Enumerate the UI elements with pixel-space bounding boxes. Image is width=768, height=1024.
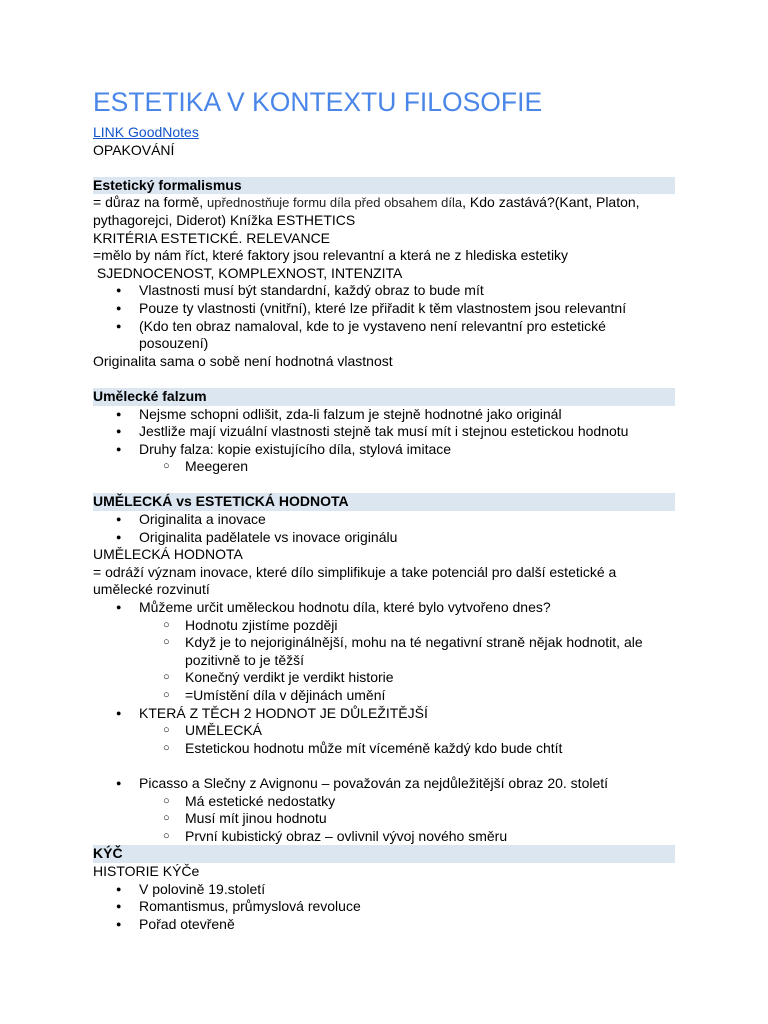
list-item: ● Vlastnosti musí být standardní, každý obraz to bude mít [93, 282, 675, 300]
text-run: , Kdo zastává?(Kant, Platon, pythagorejci, Diderot) Knížka ESTHETICS [93, 194, 640, 228]
section-heading-formalismus: Estetický formalismus [93, 177, 675, 195]
spacer [93, 757, 675, 775]
bullet-list [93, 599, 675, 757]
document-title: ESTETIKA V KONTEXTU FILOSOFIE [93, 87, 543, 117]
sub-list [139, 793, 675, 846]
sub-list [139, 458, 675, 476]
intro-text: OPAKOVÁNÍ [93, 141, 175, 158]
list-item-text: Můžeme určit uměleckou hodnotu díla, které bylo vytvořeno dnes? [139, 599, 551, 616]
sub-list-item: ○ Konečný verdikt je verdikt historie [93, 669, 675, 687]
list-item-text: Druhy falza: kopie existujícího díla, stylová imitace [139, 440, 452, 457]
list-item [93, 599, 675, 705]
sub-list-item: ○ Meegeren [93, 458, 675, 476]
bullet-list [93, 406, 675, 476]
paragraph: UMĚLECKÁ HODNOTA [93, 546, 243, 563]
paragraph: KRITÉRIA ESTETICKÉ. RELEVANCE [93, 229, 331, 246]
sub-list-item: ○ Když je to nejoriginálnější, mohu na té negativní straně nějak hodnotit, ale pozitivně to je těžší [93, 634, 675, 669]
paragraph: SJEDNOCENOST, KOMPLEXNOST, INTENZITA [93, 264, 403, 281]
list-item [93, 775, 675, 845]
sub-list [139, 722, 675, 757]
sub-list-item: ○ Má estetické nedostatky [93, 793, 675, 811]
spacer [93, 159, 675, 177]
list-item: ● Originalita a inovace [93, 511, 675, 529]
list-item: ● Jestliže mají vizuální vlastnosti stejně tak musí mít i stejnou estetickou hodnotu [93, 423, 675, 441]
list-item: ● V polovině 19.století [93, 881, 675, 899]
bullet-list [93, 775, 675, 845]
sub-list-item: ○ První kubistický obraz – ovlivnil vývoj nového směru [93, 828, 675, 846]
bullet-list [93, 511, 675, 546]
text-run: = důraz na formě, [93, 194, 208, 211]
sub-list-item: ○ Hodnotu zjistíme později [93, 617, 675, 635]
document-body [93, 86, 675, 933]
spacer [93, 476, 675, 494]
section-heading-hodnota: UMĚLECKÁ vs ESTETICKÁ HODNOTA [93, 493, 675, 511]
section-heading-falzum: Umělecké falzum [93, 388, 675, 406]
list-item: ● Pouze ty vlastnosti (vnitřní), které lze přiřadit k těm vlastnostem jsou relevantní [93, 300, 675, 318]
sub-list-item: ○ Estetickou hodnotu může mít víceméně každý kdo bude chtít [93, 740, 675, 758]
list-item [93, 705, 675, 758]
paragraph: = odráží význam inovace, které dílo simplifikuje a take potenciál pro další estetické a umělecké rozvinutí [93, 563, 617, 598]
list-item: ● Nejsme schopni odlišit, zda-li falzum je stejně hodnotné jako originál [93, 406, 675, 424]
list-item: ● Romantismus, průmyslová revoluce [93, 898, 675, 916]
sub-list-item: ○ UMĚLECKÁ [93, 722, 675, 740]
list-item [93, 441, 675, 476]
bullet-list [93, 282, 675, 352]
paragraph: Originalita sama o sobě není hodnotná vlastnost [93, 352, 393, 369]
bullet-list [93, 881, 675, 934]
goodnotes-link[interactable]: LINK GoodNotes [93, 124, 199, 140]
spacer [93, 370, 675, 388]
list-item: ● Originalita padělatele vs inovace originálu [93, 529, 675, 547]
list-item: ● (Kdo ten obraz namaloval, kde to je vystaveno není relevantní pro estetické posouzení) [93, 318, 675, 353]
paragraph: =mělo by nám říct, které faktory jsou relevantní a která ne z hlediska estetiky [93, 247, 569, 264]
list-item-text: KTERÁ Z TĚCH 2 HODNOT JE DŮLEŽITĚJŠÍ [139, 704, 428, 721]
paragraph: HISTORIE KÝČe [93, 862, 200, 879]
sub-list-item: ○ Musí mít jinou hodnotu [93, 810, 675, 828]
text-run: upřednostňuje formu díla před obsahem díla [207, 195, 463, 211]
list-item-text: Picasso a Slečny z Avignonu – považován za nejdůležitější obraz 20. století [139, 774, 609, 791]
section-heading-kyc: KÝČ [93, 845, 675, 863]
sub-list [139, 617, 675, 705]
list-item: ● Pořad otevřeně [93, 916, 675, 934]
paragraph [93, 194, 675, 229]
sub-list-item: ○ =Umístění díla v dějinách umění [93, 687, 675, 705]
